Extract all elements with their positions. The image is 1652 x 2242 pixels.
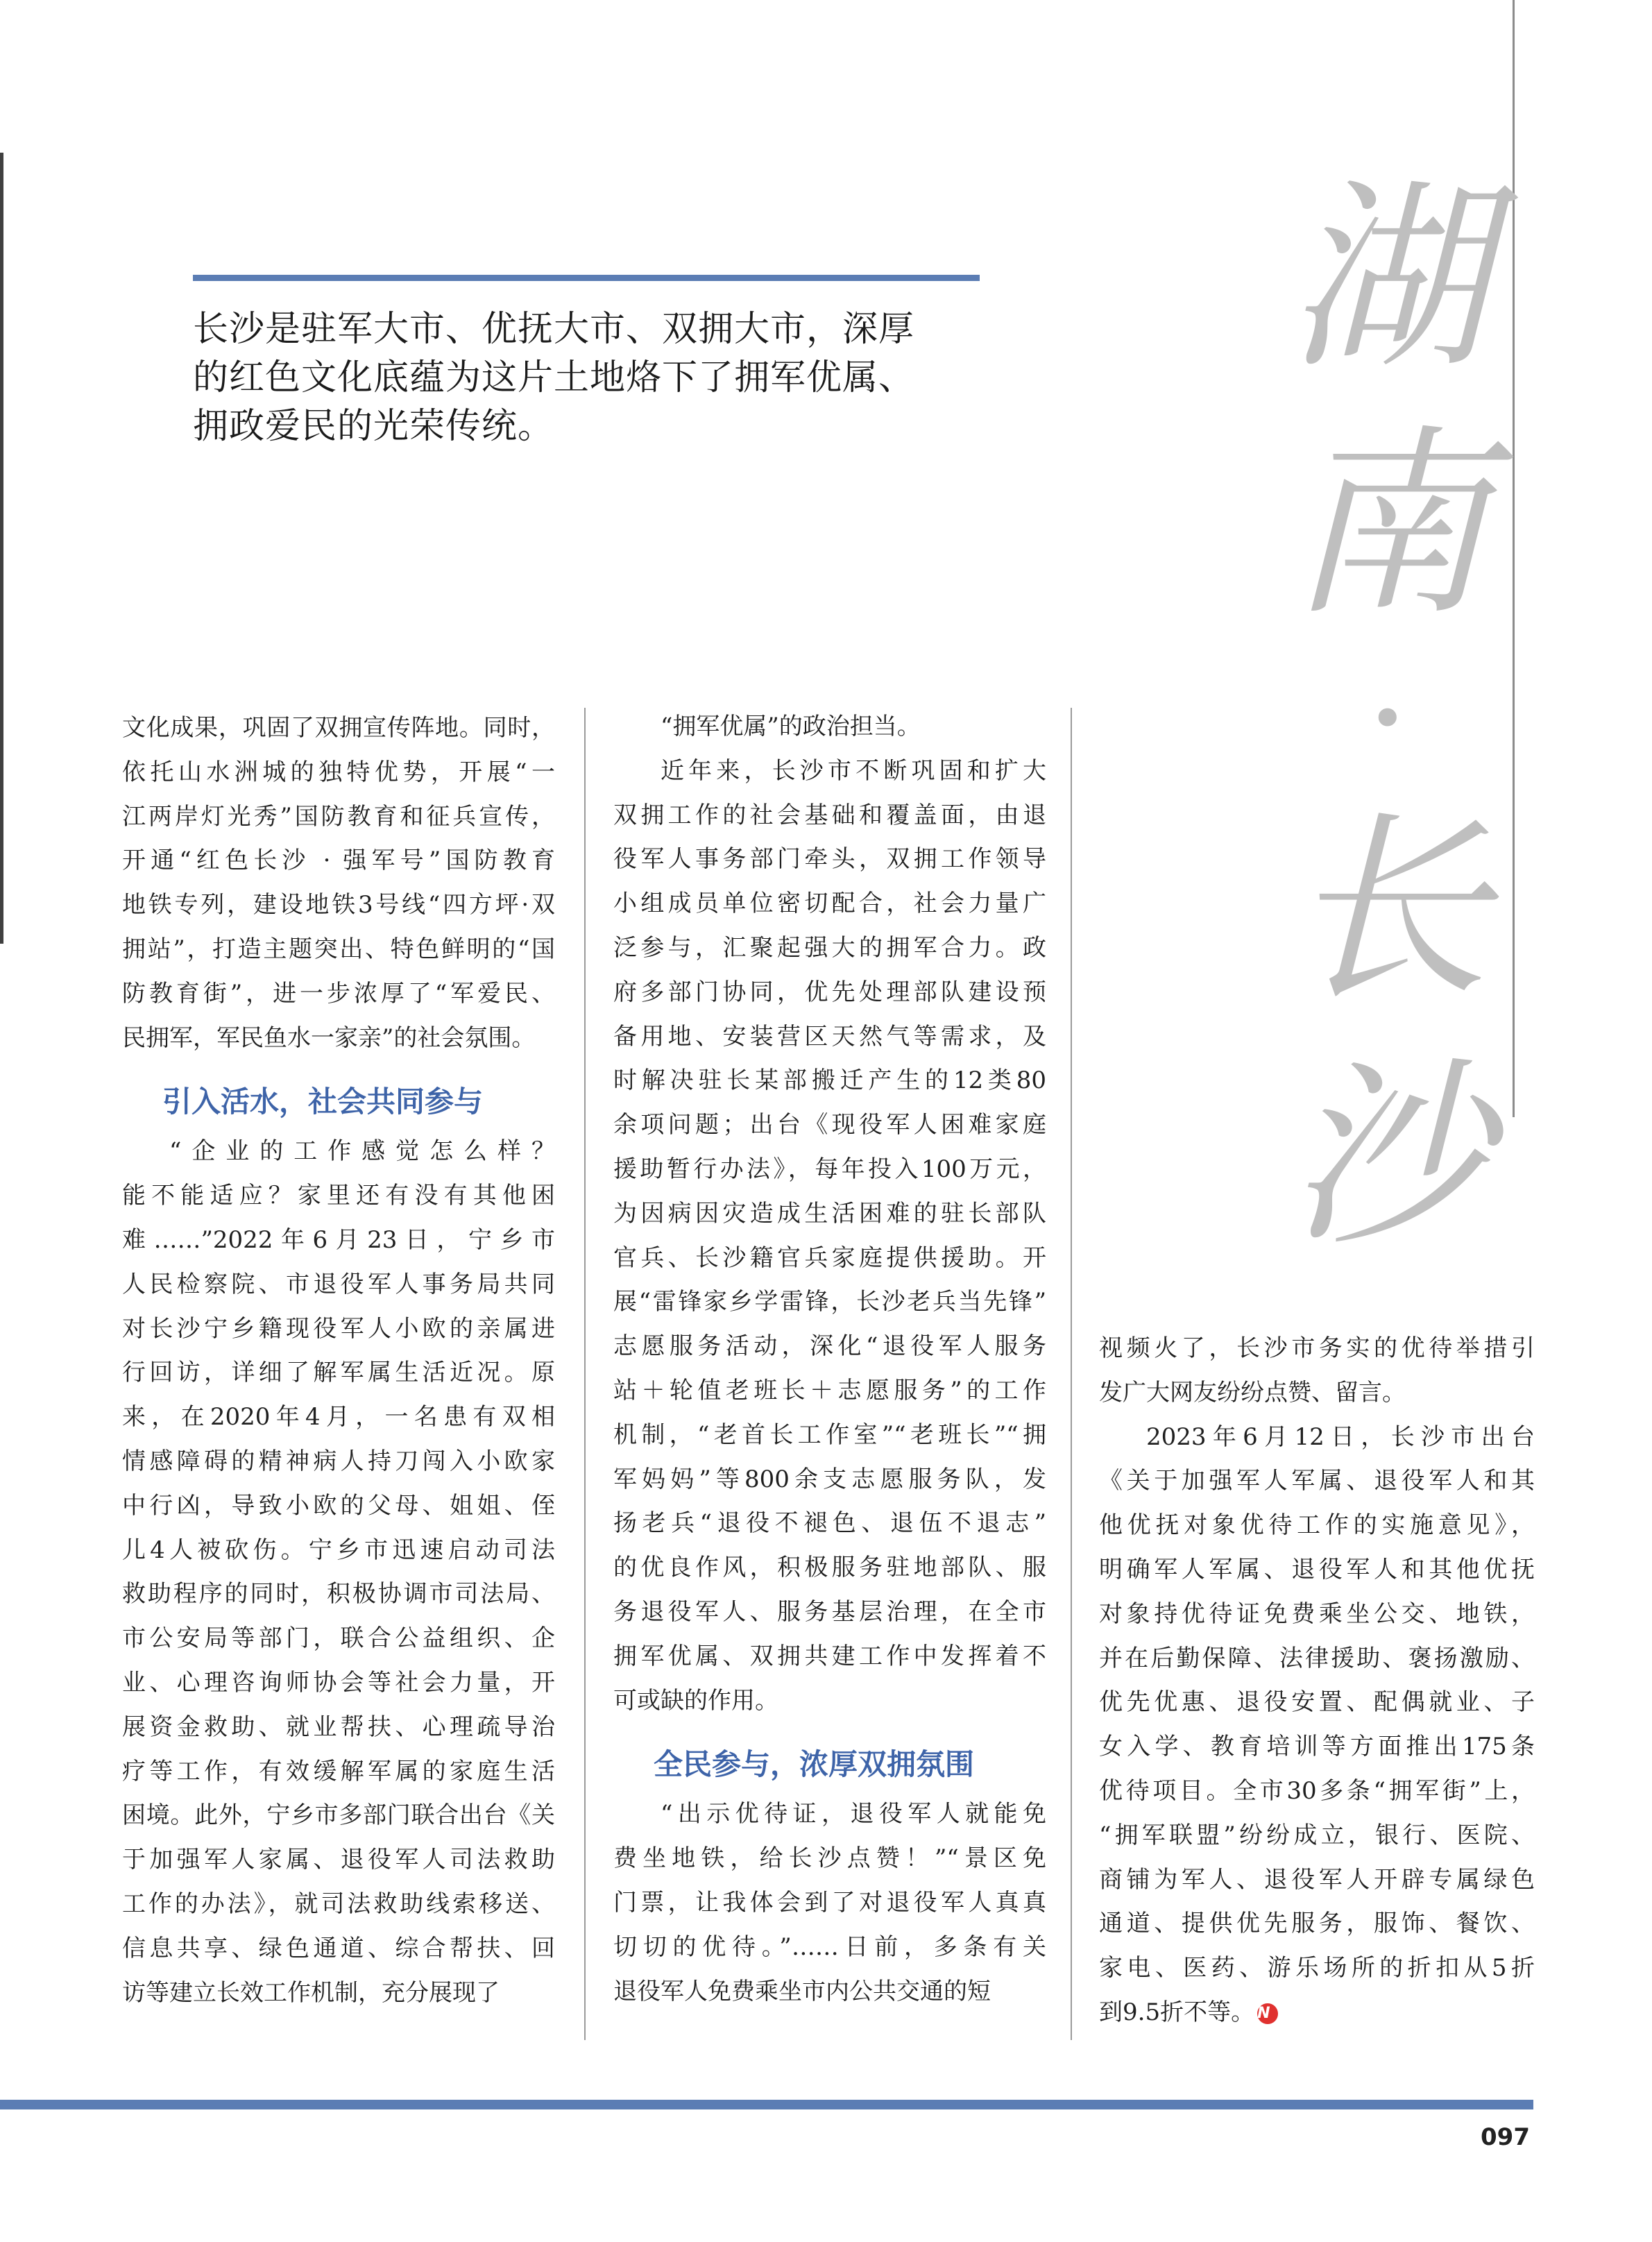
text-line: 信息共享、绿色通道、综合帮扶、回: [122, 1934, 555, 1962]
vertical-title-char: 南: [1287, 409, 1488, 643]
end-mark-icon: N: [1257, 2003, 1278, 2024]
text-line: 商铺为军人、退役军人开辟专属绿色: [1099, 1865, 1535, 1894]
text-line: 扬老兵“退役不褪色、退伍不退志”: [613, 1509, 1046, 1538]
footer-bar: [0, 2100, 1533, 2109]
vertical-title-char: 长: [1287, 794, 1488, 1028]
text-line: 访等建立长效工作机制，充分展现了: [122, 1978, 500, 2007]
article-column-1: [122, 706, 555, 2015]
text-line: 民拥军，军民鱼水一家亲”的社会氛围。: [122, 1024, 536, 1052]
text-line: 双拥工作的社会基础和覆盖面，由退: [613, 801, 1046, 829]
text-line: 江两岸灯光秀”国防教育和征兵宣传，: [122, 802, 555, 831]
paragraph: [1099, 1416, 1535, 2035]
text-line: “出示优待证，退役军人就能免: [661, 1800, 1046, 1828]
text-line: 官兵、长沙籍官兵家庭提供援助。开: [613, 1243, 1046, 1272]
lead-line: 的红色文化底蕴为这片土地烙下了拥军优属、: [193, 357, 915, 398]
text-line: 援助暂行办法》，每年投入100万元，: [613, 1155, 1046, 1183]
text-line: 小组成员单位密切配合，社会力量广: [613, 890, 1046, 918]
text-line: 地铁专列，建设地铁3号线“四方坪·双: [122, 891, 555, 919]
text-line: 家电、医药、游乐场所的折扣从5折: [1099, 1954, 1535, 1982]
text-line: 展资金救助、就业帮扶、心理疏导治: [122, 1713, 555, 1741]
lead-line: 长沙是驻军大市、优抚大市、双拥大市，深厚: [193, 309, 915, 350]
text-line: 中行凶，导致小欧的父母、姐姐、侄: [122, 1491, 555, 1520]
text-line: 为因病因灾造成生活困难的驻长部队: [613, 1199, 1046, 1228]
text-line: “企业的工作感觉怎么样？: [169, 1137, 555, 1166]
article-column-2: [613, 705, 1046, 2014]
text-line: 切切的优待。”……日前，多条有关: [613, 1933, 1046, 1961]
text-line: 对象持优待证免费乘坐公交、地铁，: [1099, 1599, 1535, 1628]
text-line: 明确军人军属、退役军人和其他优抚: [1099, 1555, 1535, 1583]
text-line: 机制，“老首长工作室”“老班长”“拥: [613, 1420, 1046, 1449]
text-line: 拥站”，打造主题突出、特色鲜明的“国: [122, 935, 555, 963]
text-line: 备用地、安装营区天然气等需求，及: [613, 1022, 1046, 1051]
text-line: 可或缺的作用。: [613, 1686, 778, 1715]
text-line: 能不能适应？家里还有没有其他困: [122, 1182, 555, 1210]
text-line: 工作的办法》，就司法救助线索移送、: [122, 1889, 555, 1918]
text-line: 军妈妈”等800余支志愿服务队，发: [613, 1465, 1046, 1493]
text-line: 开通“红色长沙 · 强军号”国防教育: [122, 847, 555, 875]
text-line: 女入学、教育培训等方面推出175条: [1099, 1733, 1535, 1761]
text-line: 站＋轮值老班长＋志愿服务”的工作: [613, 1376, 1046, 1404]
lead-rule: [193, 275, 980, 281]
text-line: “拥军优属”的政治担当。: [661, 713, 921, 740]
text-line: 役军人事务部门牵头，双拥工作领导: [613, 845, 1046, 874]
text-line: 业、心理咨询师协会等社会力量，开: [122, 1668, 555, 1697]
text-line: 门票，让我体会到了对退役军人真真: [613, 1888, 1046, 1917]
text-line: 近年来，长沙市不断巩固和扩大: [661, 756, 1046, 785]
paragraph: [1099, 1327, 1535, 1416]
paragraph: [613, 1792, 1046, 2014]
text-line: 通道、提供优先服务，服饰、餐饮、: [1099, 1910, 1535, 1938]
vertical-title-char: 湖: [1287, 162, 1488, 396]
text-line: 《关于加强军人军属、退役军人和其: [1099, 1467, 1535, 1495]
text-line: 救助程序的同时，积极协调市司法局、: [122, 1580, 555, 1608]
text-line: 防教育街”，进一步浓厚了“军爱民、: [122, 979, 555, 1008]
lead-line: 拥政爱民的光荣传统。: [193, 406, 554, 447]
section-heading: 全民参与，浓厚双拥氛围: [654, 1747, 975, 1782]
text-line: 来，在2020年4月，一名患有双相: [122, 1403, 555, 1432]
text-line: 疗等工作，有效缓解军属的家庭生活: [122, 1757, 555, 1785]
paragraph: [122, 706, 555, 1060]
text-line: 费坐地铁，给长沙点赞！”“景区免: [613, 1844, 1046, 1873]
text-line: 行回访，详细了解军属生活近况。原: [122, 1359, 555, 1387]
text-line: 优待项目。全市30多条“拥军街”上，: [1099, 1776, 1535, 1805]
text-line: 拥军优属、双拥共建工作中发挥着不: [613, 1642, 1046, 1670]
text-line: 2023年6月12日，长沙市出台: [1146, 1423, 1535, 1451]
paragraph: [613, 705, 1046, 749]
text-line: 市公安局等部门，联合公益组织、企: [122, 1624, 555, 1653]
text-line: 视频火了，长沙市务实的优待举措引: [1099, 1334, 1535, 1362]
section-heading: 引入活水，社会共同参与: [162, 1085, 484, 1119]
text-line: 情感障碍的精神病人持刀闯入小欧家: [122, 1447, 555, 1475]
text-line: 余项问题；出台《现役军人困难家庭: [613, 1111, 1046, 1139]
text-line: 并在后勤保障、法律援助、褒扬激励、: [1099, 1644, 1535, 1672]
text-line: 志愿服务活动，深化“退役军人服务: [613, 1332, 1046, 1361]
vertical-title: [1284, 156, 1492, 1280]
text-line: 发广大网友纷纷点赞、留言。: [1099, 1378, 1406, 1407]
text-line: 到9.5折不等。 N: [1099, 1991, 1535, 2035]
text-line: 优先优惠、退役安置、配偶就业、子: [1099, 1688, 1535, 1717]
text-line: 府多部门协同，优先处理部队建设预: [613, 978, 1046, 1006]
text-line: “拥军联盟”纷纷成立，银行、医院、: [1099, 1821, 1535, 1849]
text-line: 的优良作风，积极服务驻地部队、服: [613, 1554, 1046, 1582]
text-line: 退役军人免费乘坐市内公共交通的短: [613, 1977, 991, 2005]
text-line: 时解决驻长某部搬迁产生的12类80: [613, 1067, 1046, 1095]
right-edge-rule: [1513, 0, 1515, 1117]
text-line: 展“雷锋家乡学雷锋，长沙老兵当先锋”: [613, 1288, 1046, 1316]
text-line: 难……”2022年6月23日，宁乡市: [122, 1225, 555, 1254]
text-line: 依托山水洲城的独特优势，开展“一: [122, 758, 555, 786]
column-separator: [1071, 708, 1072, 2040]
text-line: 务退役军人、服务基层治理，在全市: [613, 1597, 1046, 1626]
article-column-3: [1099, 1327, 1535, 2035]
text-line: 儿4人被砍伤。宁乡市迅速启动司法: [122, 1536, 555, 1564]
paragraph: [122, 1130, 555, 2015]
lead-paragraph: [193, 305, 998, 451]
page-number: 097: [1481, 2123, 1530, 2151]
vertical-title-char: ·: [1365, 637, 1410, 799]
left-edge-rule: [0, 153, 3, 944]
text-line: 泛参与，汇聚起强大的拥军合力。政: [613, 933, 1046, 962]
text-line: 困境。此外，宁乡市多部门联合出台《关: [122, 1801, 555, 1830]
text-line: 他优抚对象优待工作的实施意见》，: [1099, 1511, 1535, 1540]
column-separator: [584, 708, 586, 2040]
text-line: 人民检察院、市退役军人事务局共同: [122, 1270, 555, 1298]
text-line: 对长沙宁乡籍现役军人小欧的亲属进: [122, 1314, 555, 1343]
text-line: 于加强军人家属、退役军人司法救助: [122, 1846, 555, 1874]
paragraph: [613, 749, 1046, 1724]
text-line: 文化成果，巩固了双拥宣传阵地。同时，: [122, 714, 555, 742]
vertical-title-char: 沙: [1287, 1040, 1488, 1274]
